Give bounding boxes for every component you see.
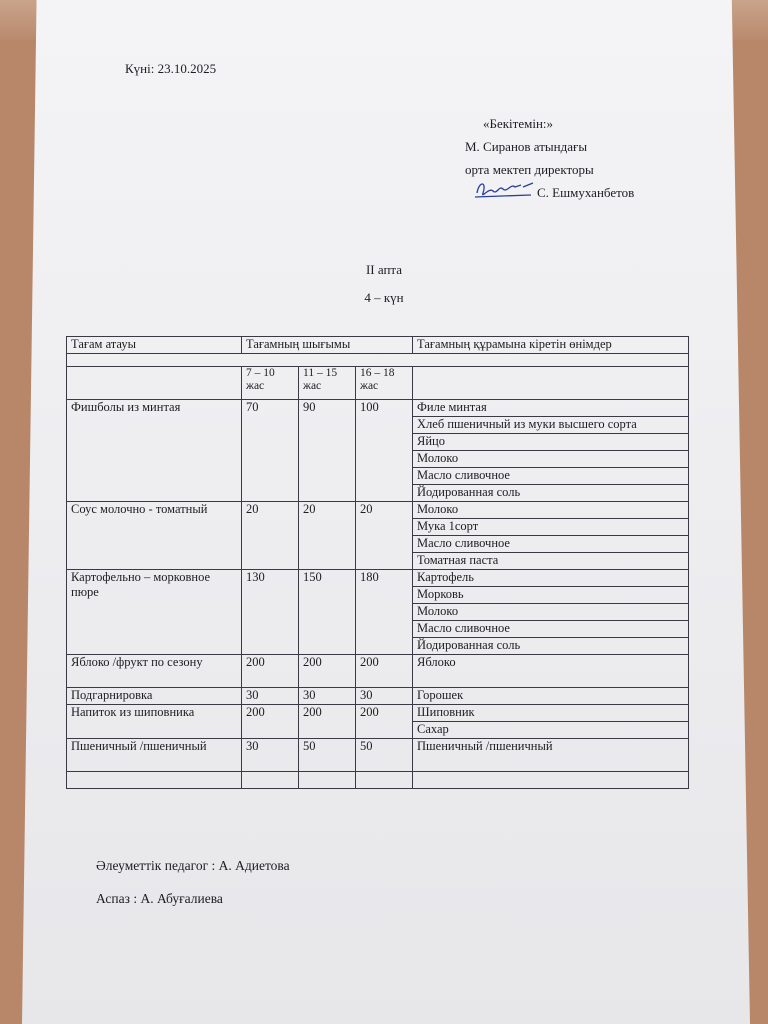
ingredient-cell: Сахар [413, 722, 689, 739]
approval-signature-row [465, 181, 635, 204]
ingredient-cell: Мука 1сорт [413, 519, 689, 536]
output-age-3: 200 [356, 655, 413, 688]
output-age-3: 30 [356, 688, 413, 705]
age-group-2: 11 – 15 жас [299, 367, 356, 400]
output-age-1: 20 [242, 502, 299, 570]
output-age-3: 50 [356, 739, 413, 772]
empty-cell [67, 772, 242, 789]
table-row [67, 502, 689, 519]
table-row [67, 739, 689, 772]
age-empty-cell [413, 367, 689, 400]
header-dish: Тағам атауы [67, 337, 242, 354]
table-row [67, 655, 689, 688]
output-age-3: 100 [356, 400, 413, 502]
approval-position: орта мектеп директоры [465, 162, 594, 177]
ingredient-cell: Картофель [413, 570, 689, 587]
ingredient-cell: Масло сливочное [413, 468, 689, 485]
output-age-1: 200 [242, 705, 299, 739]
table-header-row [67, 337, 689, 354]
approval-block [465, 112, 635, 204]
ingredient-cell: Горошек [413, 688, 689, 705]
ingredient-cell: Пшеничный /пшеничный [413, 739, 689, 772]
output-age-3: 200 [356, 705, 413, 739]
ingredient-cell: Масло сливочное [413, 536, 689, 553]
director-name: С. Ешмуханбетов [537, 185, 635, 200]
empty-cell [299, 772, 356, 789]
output-age-2: 200 [299, 655, 356, 688]
table-empty-row [67, 772, 689, 789]
cook-signature: Аспаз : А. Абуғалиева [96, 891, 223, 906]
ingredient-cell: Шиповник [413, 705, 689, 722]
header-output: Тағамның шығымы [242, 337, 413, 354]
table-row [67, 570, 689, 587]
ingredient-cell: Молоко [413, 604, 689, 621]
output-age-2: 50 [299, 739, 356, 772]
empty-cell [242, 772, 299, 789]
dish-name: Соус молочно - томатный [67, 502, 242, 570]
ingredient-cell: Масло сливочное [413, 621, 689, 638]
ingredient-cell: Яйцо [413, 434, 689, 451]
pedagog-signature: Әлеуметтік педагог : А. Адиетова [96, 858, 290, 873]
table-row [67, 705, 689, 722]
ingredient-cell: Томатная паста [413, 553, 689, 570]
dish-name: Яблоко /фрукт по сезону [67, 655, 242, 688]
ingredient-cell: Морковь [413, 587, 689, 604]
menu-table [66, 336, 689, 789]
document-date: Күні: 23.10.2025 [125, 61, 217, 76]
output-age-2: 30 [299, 688, 356, 705]
output-age-1: 200 [242, 655, 299, 688]
output-age-1: 30 [242, 688, 299, 705]
output-age-2: 150 [299, 570, 356, 655]
table-row [67, 688, 689, 705]
ingredient-cell: Молоко [413, 502, 689, 519]
ingredient-cell: Йодированная соль [413, 638, 689, 655]
age-empty-cell [67, 367, 242, 400]
dish-name: Фишболы из минтая [67, 400, 242, 502]
output-age-2: 90 [299, 400, 356, 502]
dish-name: Пшеничный /пшеничный [67, 739, 242, 772]
output-age-2: 200 [299, 705, 356, 739]
week-label: II апта [365, 262, 403, 277]
spacer-cell [67, 354, 689, 367]
signature-icon [471, 175, 543, 203]
ingredient-cell: Яблоко [413, 655, 689, 688]
table-spacer-row [67, 354, 689, 367]
output-age-3: 20 [356, 502, 413, 570]
ingredient-cell: Йодированная соль [413, 485, 689, 502]
age-group-1: 7 – 10 жас [242, 367, 299, 400]
approval-title: «Бекітемін:» [483, 116, 554, 131]
header-ingredients: Тағамның құрамына кіретін өнімдер [413, 337, 689, 354]
ingredient-cell: Филе минтая [413, 400, 689, 417]
empty-cell [356, 772, 413, 789]
day-label: 4 – күн [364, 290, 404, 305]
table-row [67, 400, 689, 417]
approval-school: М. Сиранов атындағы [465, 139, 588, 154]
output-age-2: 20 [299, 502, 356, 570]
age-group-3: 16 – 18 жас [356, 367, 413, 400]
dish-name: Подгарнировка [67, 688, 242, 705]
output-age-1: 30 [242, 739, 299, 772]
dish-name: Картофельно – морковное пюре [67, 570, 242, 655]
ingredient-cell: Хлеб пшеничный из муки высшего сорта [413, 417, 689, 434]
output-age-1: 130 [242, 570, 299, 655]
dish-name: Напиток из шиповника [67, 705, 242, 739]
table-age-row [67, 367, 689, 400]
ingredient-cell: Молоко [413, 451, 689, 468]
output-age-3: 180 [356, 570, 413, 655]
output-age-1: 70 [242, 400, 299, 502]
empty-cell [413, 772, 689, 789]
